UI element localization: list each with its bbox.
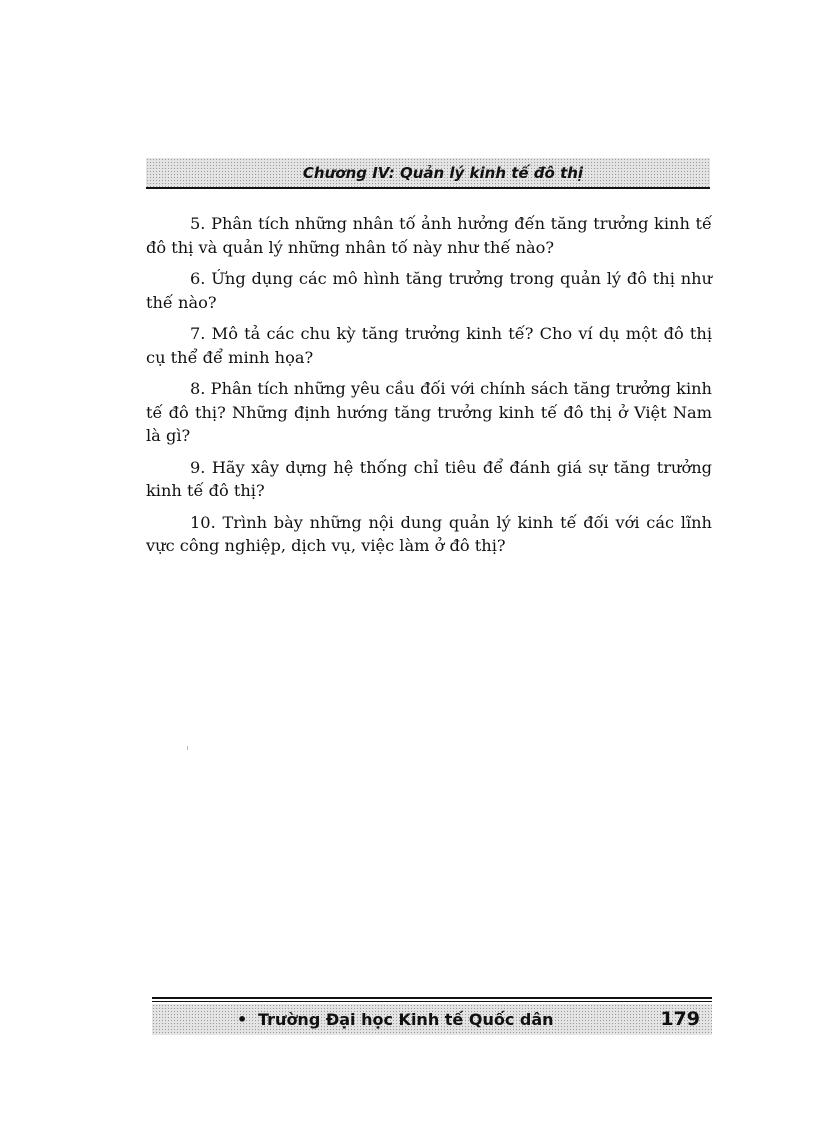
question-item: 9. Hãy xây dựng hệ thống chỉ tiêu để đánh giá sự tăng trưởng kinh tế đô thị? [146, 457, 712, 500]
question-item: 10. Trình bày những nội dung quản lý kinh tế đối với các lĩnh vực công nghiệp, dịch vụ, việc làm ở đô thị? [146, 512, 712, 555]
question-list [146, 212, 712, 566]
chapter-title: Chương IV: Quản lý kinh tế đô thị [302, 163, 584, 182]
question-item: 5. Phân tích những nhân tố ảnh hưởng đến tăng trưởng kinh tế đô thị và quản lý những nhân tố này như thế nào? [146, 214, 712, 257]
footer-rule-thin [152, 1001, 712, 1002]
question-item: 7. Mô tả các chu kỳ tăng trưởng kinh tế? Cho ví dụ một đô thị cụ thể để minh họa? [146, 324, 712, 367]
header-rule [146, 187, 710, 189]
question-item: 8. Phân tích những yêu cầu đối với chính sách tăng trưởng kinh tế đô thị? Những định hướng tăng trưởng kinh tế đô thị ở Việt Nam là gì? [146, 379, 712, 445]
footer-rule [152, 997, 712, 999]
scan-speck [187, 746, 188, 750]
footer-school-name: Trường Đại học Kinh tế Quốc dân [258, 1010, 554, 1029]
page-number: 179 [660, 1008, 700, 1030]
question-item: 6. Ứng dụng các mô hình tăng trưởng trong quản lý đô thị như thế nào? [146, 269, 712, 312]
footer-bullet: • [237, 1010, 248, 1029]
